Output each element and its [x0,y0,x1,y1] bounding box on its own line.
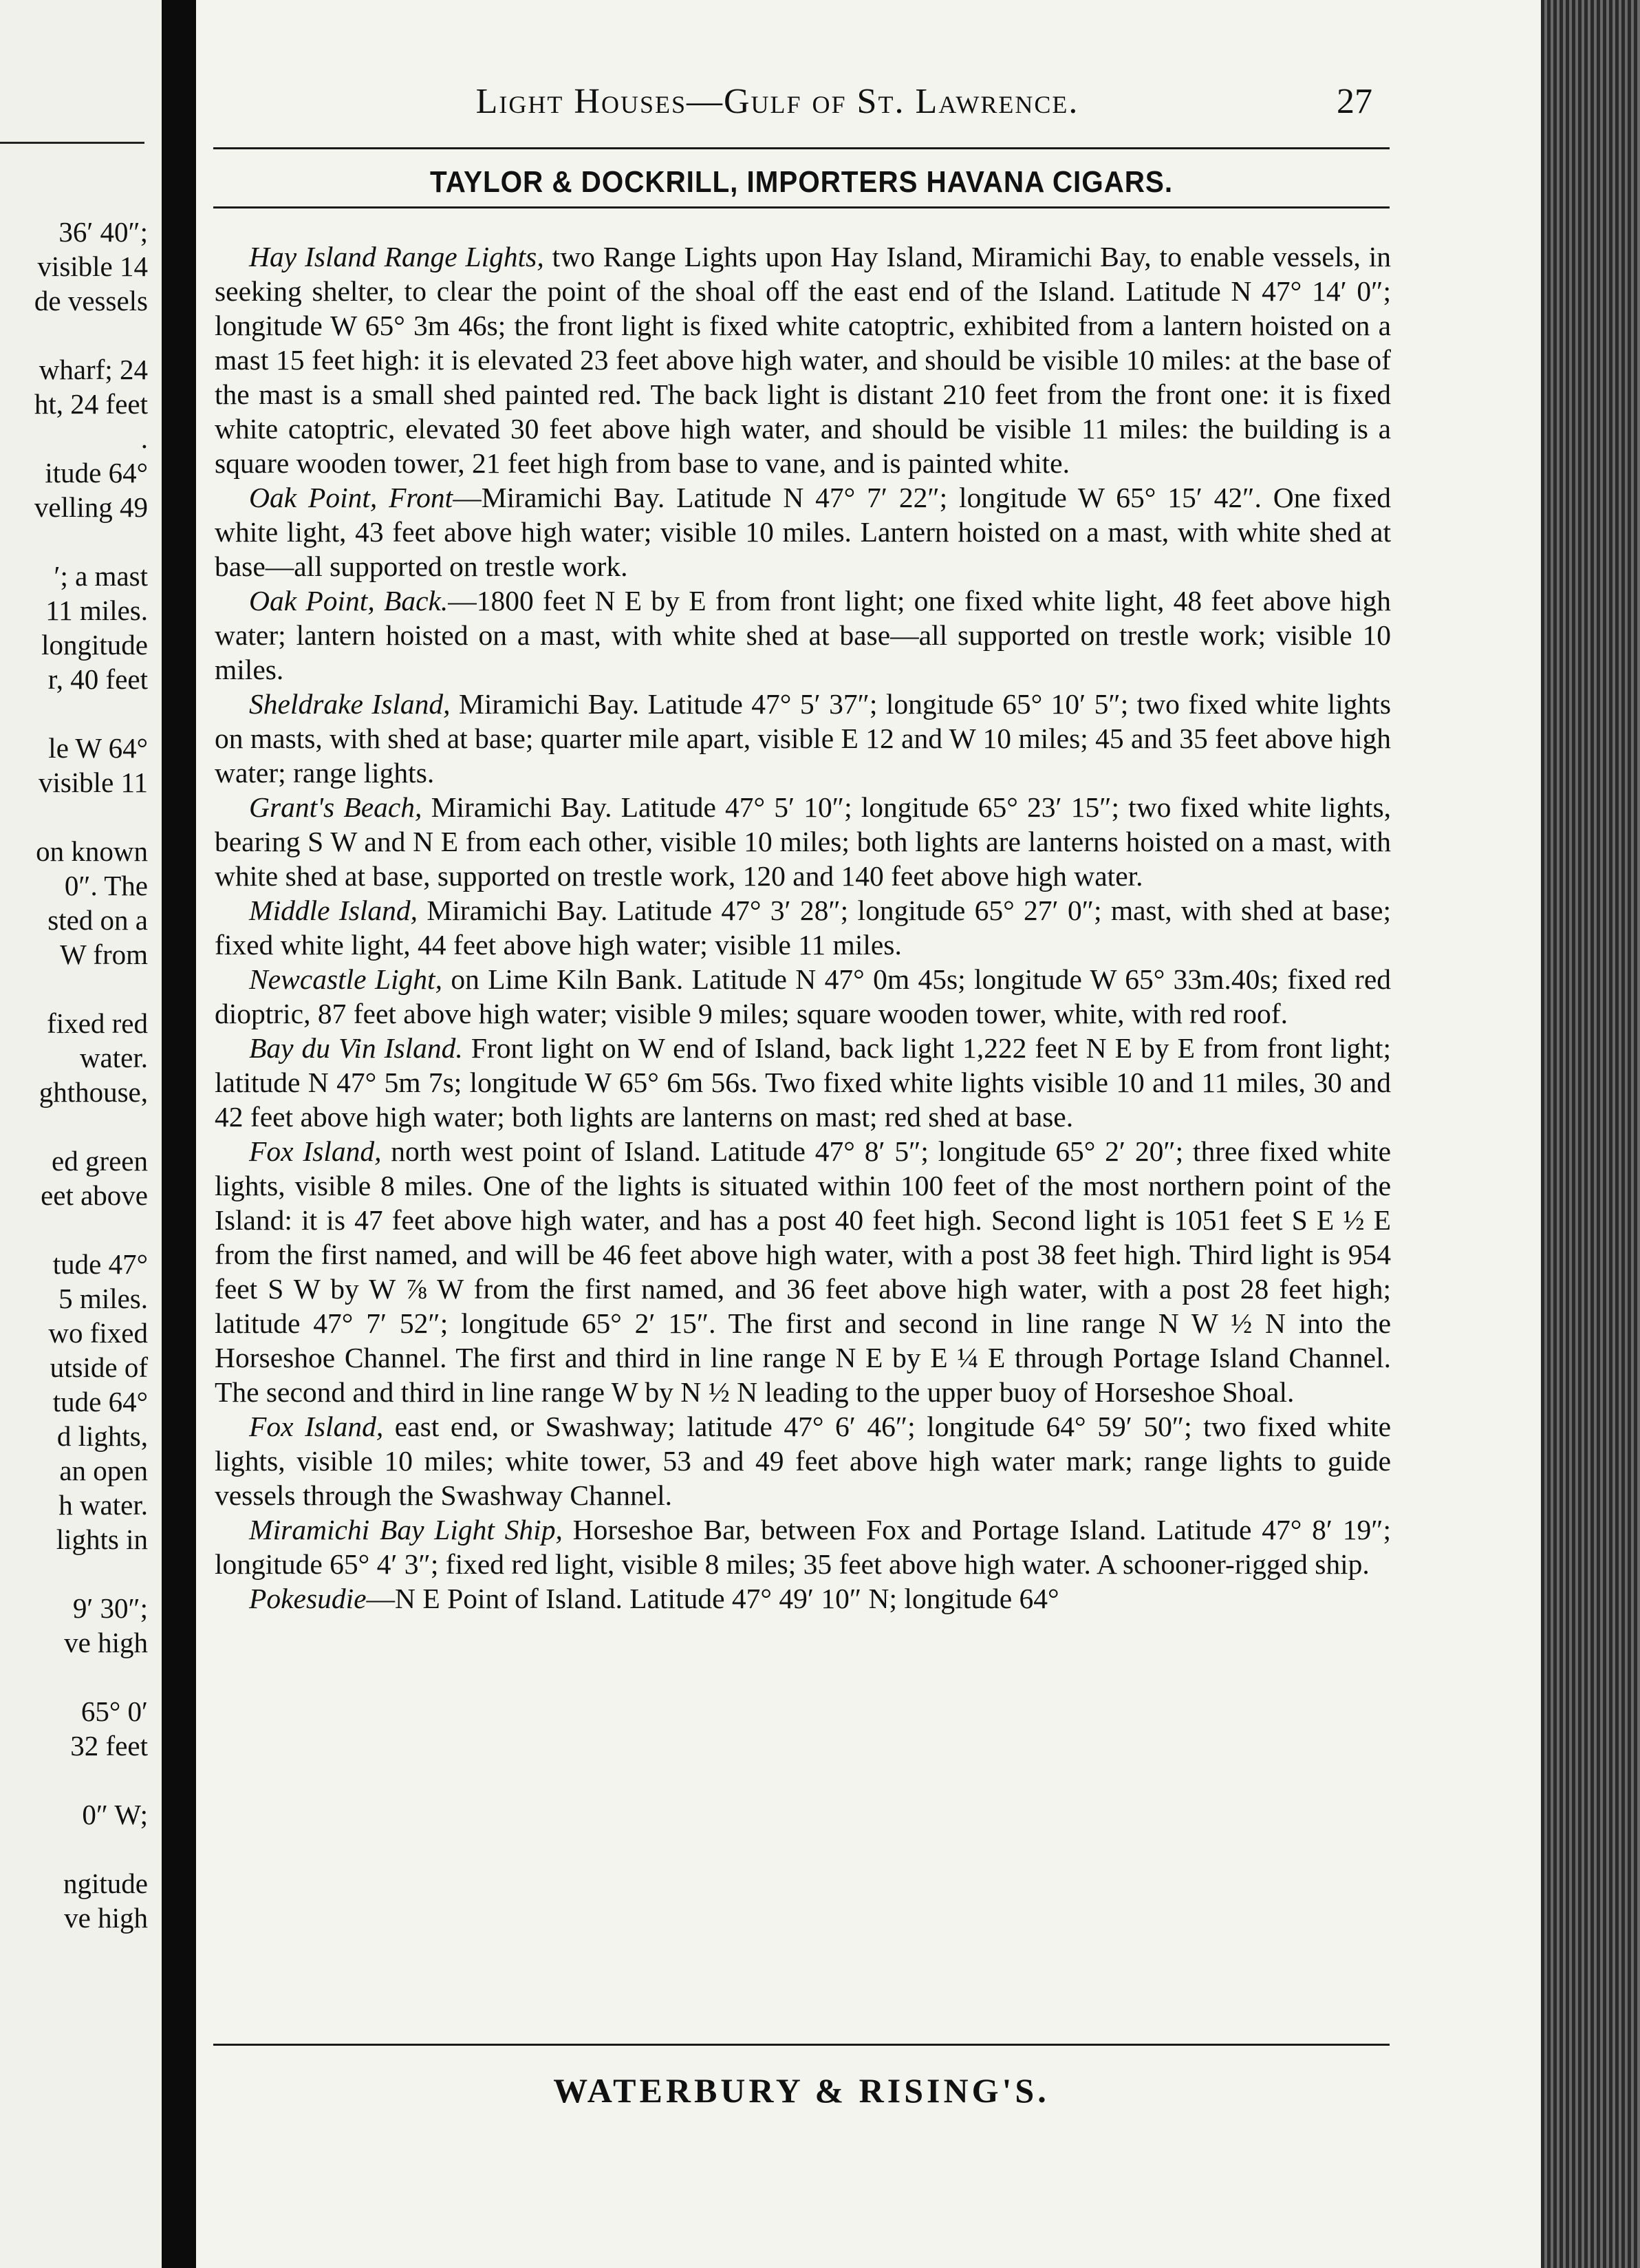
lighthouse-description: two Range Lights upon Hay Island, Miramichi Bay, to enable vessels, in seeking shelter, to clear the point of the shoal off the east end of the Island. Latitude N 47° 14′ 0″; longitude W 65° 3m 46s; the front light is fixed white catoptric, exhibited from a lantern hoisted on a mast 15 feet high: it is elevated 23 feet above high water, and should be visible 10 miles: at the base of the mast is a small shed painted red. The back light is distant 210 feet from the front one: it is fixed white catoptric, elevated 30 feet above high water, and should be visible 11 miles: the building is a square wooden tower, 21 feet high from base to vane, and is painted white. [215,241,1391,479]
lighthouse-entry [215,1134,1391,1409]
left-page-line: ′; a mast [54,560,148,592]
left-page-line: an open [59,1455,148,1486]
lighthouse-entry [215,480,1391,584]
lighthouse-name: Middle Island, [249,895,418,926]
left-page-line [0,1212,148,1247]
left-page-line: 65° 0′ [80,1695,148,1727]
left-page-line: itude 64° [45,457,148,489]
left-page-line: 0″. The [64,870,148,901]
left-page-line: ngitude [63,1868,148,1899]
lighthouse-entry [215,1512,1391,1581]
lighthouse-description: Horseshoe Bar, between Fox and Portage Island. Latitude 47° 8′ 19″; longitude 65° 4′ 3″; fixed red light, visible 8 miles; 35 feet above high water. A schooner-rigged ship. [215,1514,1392,1580]
left-page-line: on known [36,835,148,867]
left-page-rule [0,142,144,144]
header-rule [213,147,1390,149]
lighthouse-description: Miramichi Bay. Latitude 47° 5′ 37″; longitude 65° 10′ 5″; two fixed white lights on masts, with shed at base; quarter mile apart, visible E 12 and W 10 miles; 45 and 35 feet above high water; range lights. [215,688,1391,789]
left-page-line [0,1109,148,1144]
lighthouse-entry [215,687,1391,790]
left-page-line: wharf; 24 [39,354,148,385]
left-page-line: 5 miles. [58,1283,148,1314]
advertisement-top: TAYLOR & DOCKRILL, IMPORTERS HAVANA CIGARS. [429,165,1174,199]
left-page-line: eet above [41,1179,148,1211]
left-page-line: tude 47° [52,1248,148,1280]
ad-rule [213,206,1390,208]
left-page-line: visible 11 [38,767,148,798]
advertisement-bottom: WATERBURY & RISING'S. [553,2071,1050,2110]
left-page-line: r, 40 feet [47,663,148,695]
lighthouse-entry [215,584,1391,687]
lighthouse-entry [215,790,1391,893]
lighthouse-name: Sheldrake Island, [249,688,451,720]
page-number: 27 [1337,82,1372,121]
lighthouse-entry [215,893,1391,962]
lighthouse-entry [215,239,1391,480]
left-page-line [0,972,148,1006]
header-title: Light Houses—Gulf of St. Lawrence. [475,82,1079,121]
lighthouse-name: Hay Island Range Lights, [249,241,544,272]
left-page-line [0,1556,148,1591]
left-page-line: d lights, [56,1420,148,1452]
lighthouse-description: east end, or Swashway; latitude 47° 6′ 46″; longitude 64° 59′ 50″; two fixed white lights, visible 10 miles; white tower, 53 and 49 feet above high water mark; range lights to guide vessels through the Swashway Channel. [215,1411,1391,1511]
left-page-line [0,524,148,559]
left-page-line: ed green [52,1145,148,1177]
lighthouse-description: on Lime Kiln Bank. Latitude N 47° 0m 45s; longitude W 65° 33m.40s; fixed red dioptric, 87 feet above high water; visible 9 miles; square wooden tower, white, with red roof. [215,963,1391,1029]
left-page-line: 9′ 30″; [72,1592,148,1624]
lighthouse-entry [215,1409,1391,1512]
left-page-line: 36′ 40″; [58,216,148,248]
lighthouse-name: Grant's Beach, [249,791,422,823]
running-header [196,81,1372,122]
left-page-line: ht, 24 feet [34,388,148,420]
lighthouse-name: Oak Point, Front [249,482,453,513]
left-page-line: fixed red [47,1007,148,1039]
lighthouse-entry [215,962,1391,1031]
left-page-line [0,318,148,352]
left-page-line: 11 miles. [45,595,148,626]
left-page-line [0,800,148,834]
left-page-line: 32 feet [70,1730,148,1762]
left-page-line: . [140,422,148,454]
lighthouse-description: —N E Point of Island. Latitude 47° 49′ 10″ N; longitude 64° [366,1583,1059,1614]
left-page-line: W from [60,939,148,970]
lighthouse-name: Newcastle Light, [249,963,442,995]
left-page-line: visible 14 [37,250,148,282]
lighthouse-name: Bay du Vin Island. [249,1032,463,1064]
page-edges [1541,0,1640,2268]
left-page-line: velling 49 [34,491,148,523]
left-page-line: utside of [50,1351,148,1383]
lighthouse-name: Fox Island, [249,1135,382,1167]
left-page-line: tude 64° [52,1386,148,1418]
lighthouse-entry [215,1581,1391,1616]
lighthouse-entry [215,1031,1391,1134]
lighthouse-description: north west point of Island. Latitude 47° 8′ 5″; longitude 65° 2′ 20″; three fixed white lights, visible 8 miles. One of the lights is situated within 100 feet of the most northern point of the Island: it is 47 feet above high water, and has a post 40 feet high. Second light is 1051 feet S E ½ E from the first named, and will be 46 feet above high water, with a post 38 feet high. Third light is 954 feet S W by W ⅞ W from the first named, and 36 feet above high water, with a post 28 feet high; latitude 47° 7′ 52″; longitude 65° 2′ 15″. The first and second in line range N W ½ N into the Horseshoe Channel. The first and third in line range N E by E ¼ E through Portage Island Channel. The second and third in line range W by N ½ N leading to the upper buoy of Horseshoe Shoal. [215,1135,1391,1408]
lighthouse-name: Oak Point, Back. [249,585,449,617]
lighthouse-entries [215,239,1391,1616]
left-page-line: ve high [64,1902,148,1934]
book-binding-gutter [162,0,196,2268]
left-page-line: ghthouse, [39,1076,148,1108]
footer-rule [213,2044,1390,2046]
lighthouse-description: —Miramichi Bay. Latitude N 47° 7′ 22″; longitude W 65° 15′ 42″. One fixed white light, 43 feet above high water; visible 10 miles. Lantern hoisted on a mast, with white shed at base—all supported on trestle work. [215,482,1392,582]
left-page-line: sted on a [47,904,148,936]
lighthouse-description: Miramichi Bay. Latitude 47° 5′ 10″; longitude 65° 23′ 15″; two fixed white lights, bearing S W and N E from each other, visible 10 miles; both lights are lanterns hoisted on a mast, with white shed at base, supported on trestle work, 120 and 140 feet above high water. [215,791,1391,892]
left-page-line: ve high [64,1627,148,1658]
left-page-line [0,1660,148,1694]
left-page-line: water. [79,1042,148,1073]
lighthouse-description: —1800 feet N E by E from front light; one fixed white light, 48 feet above high water; lantern hoisted on a mast, with white shed at base—all supported on trestle work; visible 10 miles. [215,585,1391,685]
lighthouse-description: Front light on W end of Island, back light 1,222 feet N E by E from front light; latitude N 47° 5m 7s; longitude W 65° 6m 56s. Two fixed white lights visible 10 and 11 miles, 30 and 42 feet above high water; both lights are lanterns on mast; red shed at base. [215,1032,1391,1133]
left-page-line: longitude [41,629,148,661]
left-page-line: de vessels [34,285,148,317]
left-page-line: 0″ W; [82,1799,148,1830]
lighthouse-name: Fox Island, [249,1411,384,1442]
left-page-line: lights in [56,1523,148,1555]
adjacent-left-page [0,0,162,2268]
lighthouse-description: Miramichi Bay. Latitude 47° 3′ 28″; longitude 65° 27′ 0″; mast, with shed at base; fixed white light, 44 feet above high water; visible 11 miles. [215,895,1391,961]
left-page-text [0,215,148,1935]
left-page-line [0,696,148,731]
lighthouse-name: Pokesudie [249,1583,367,1614]
left-page-line [0,1763,148,1797]
left-page-line: le W 64° [48,732,148,764]
lighthouse-name: Miramichi Bay Light Ship, [249,1514,563,1545]
left-page-line [0,1832,148,1866]
left-page-line: h water. [58,1489,148,1521]
left-page-line: wo fixed [48,1317,148,1349]
